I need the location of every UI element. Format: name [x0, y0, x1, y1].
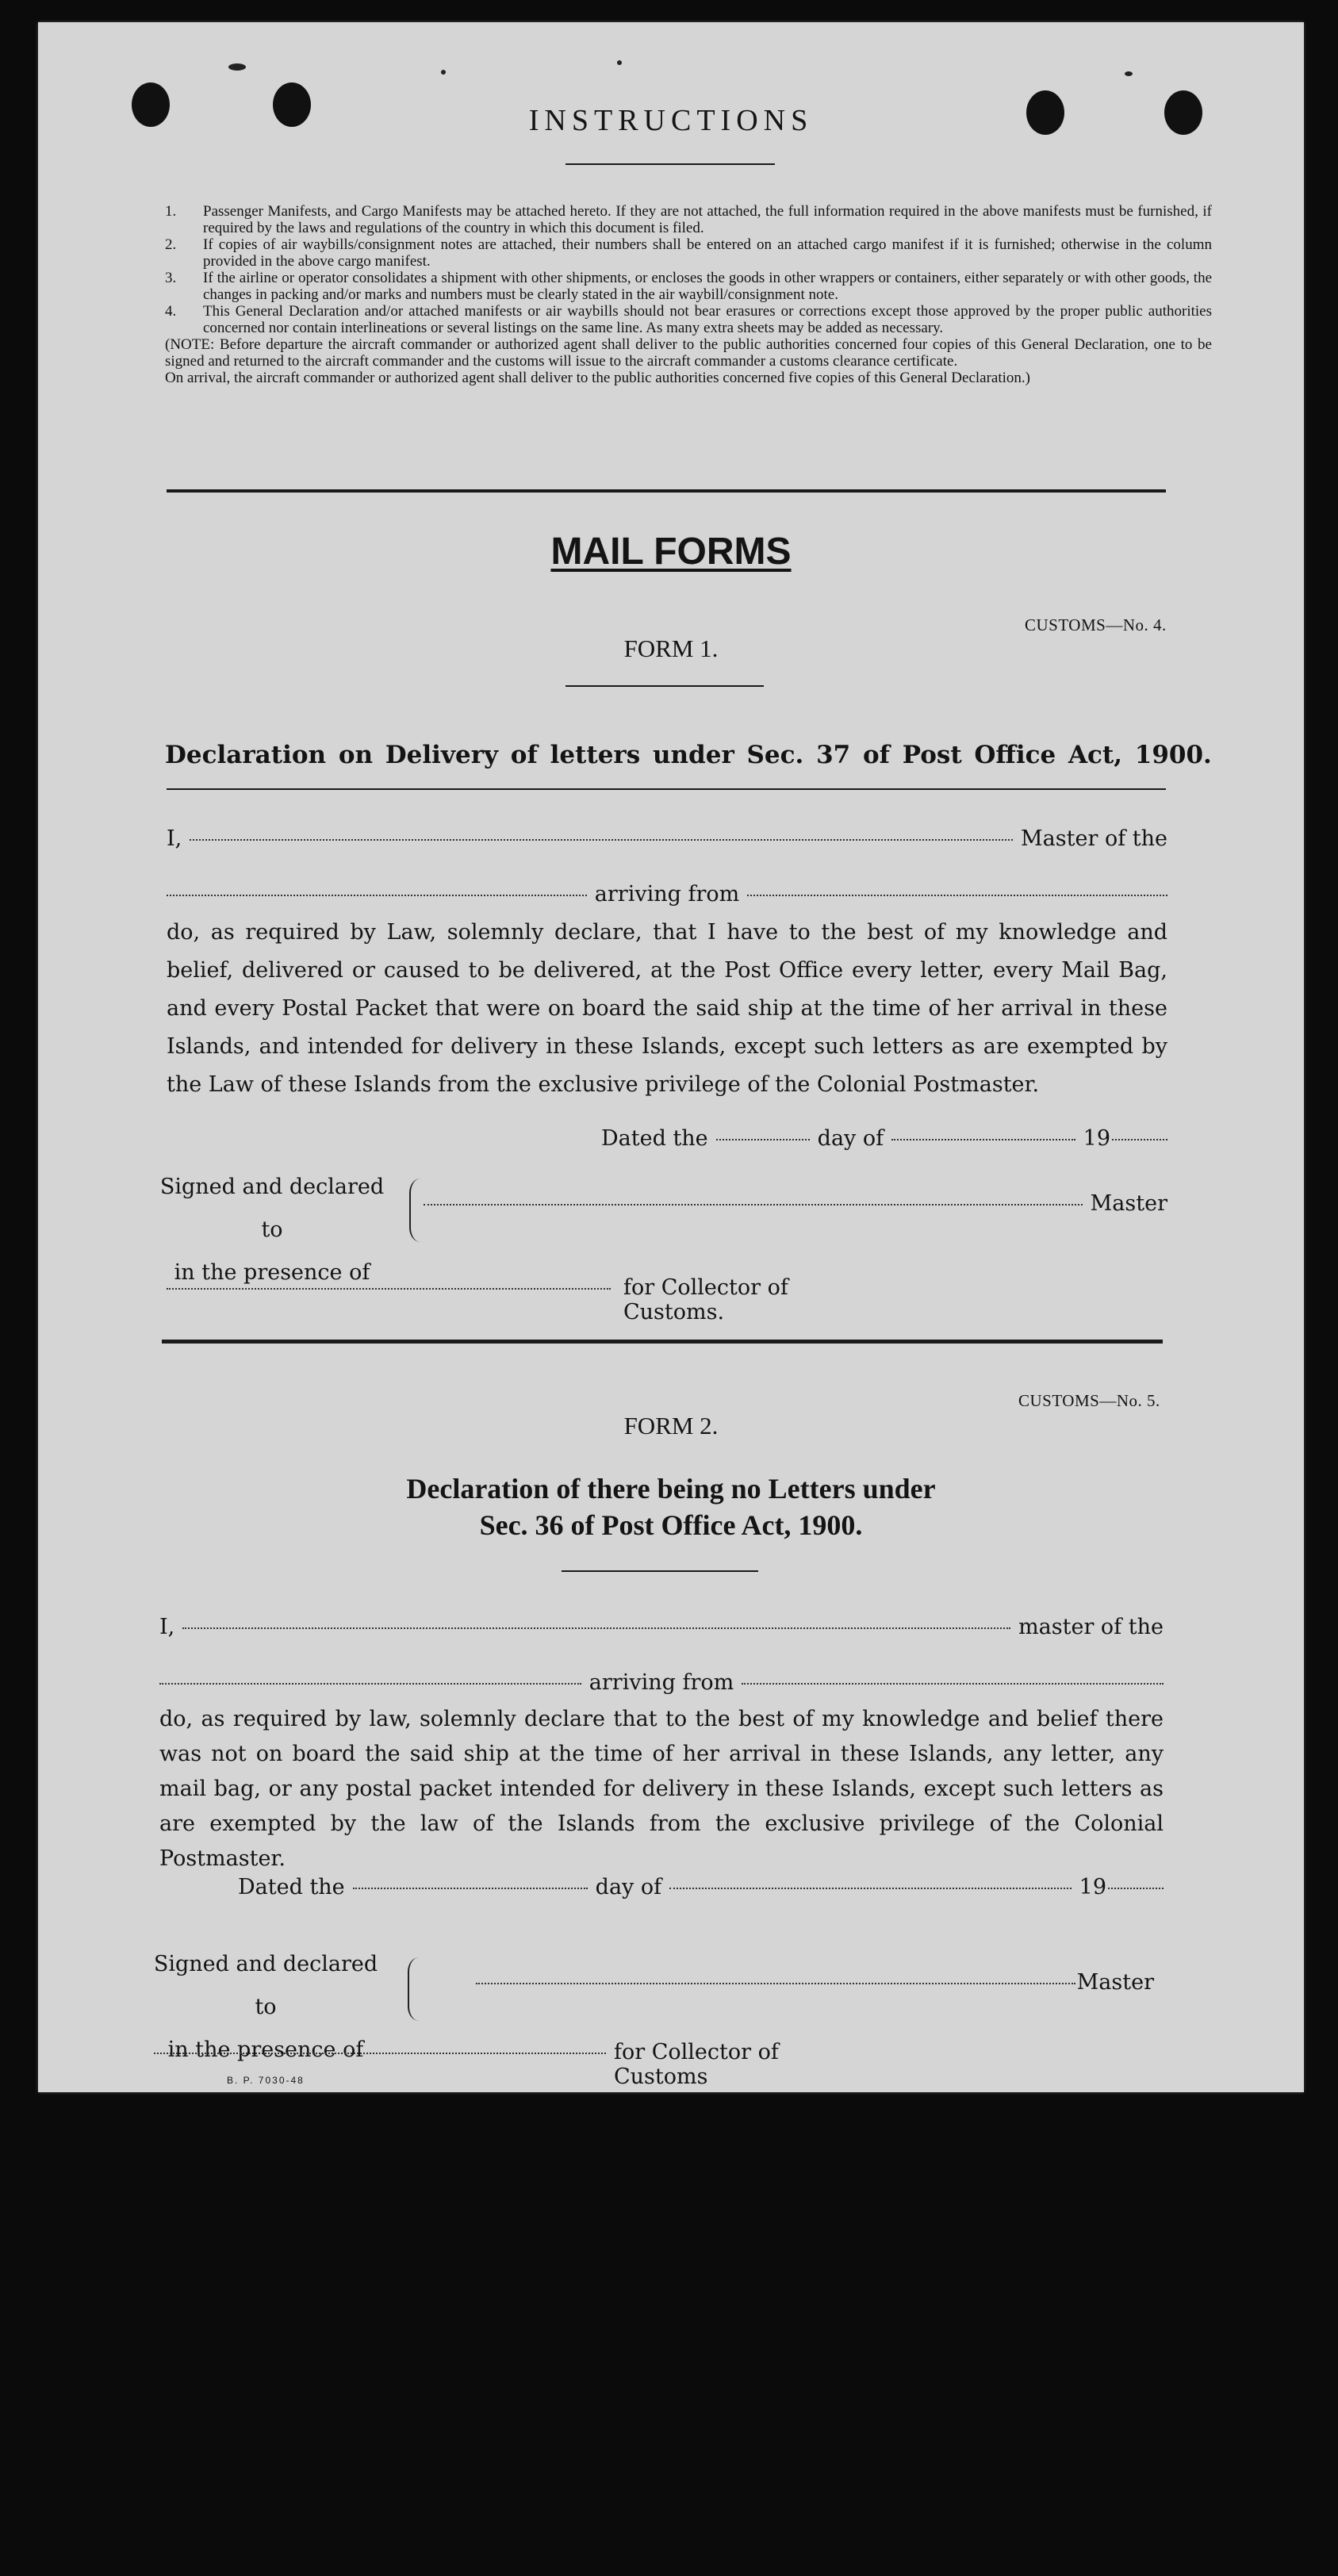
form2-dated-line: Dated the day of 19 — [238, 1875, 1164, 1899]
form1-label-rule — [565, 685, 764, 687]
form1-year-field[interactable] — [1112, 1139, 1167, 1140]
form2-customs-number: CUSTOMS—No. 5. — [1018, 1391, 1160, 1410]
form1-collector-line: for Collector of Customs. — [167, 1275, 880, 1324]
form1-label: FORM 1. — [623, 634, 719, 662]
form1-collector-field[interactable] — [167, 1288, 611, 1290]
dust-speck — [617, 60, 622, 65]
form2-master-line: I, master of the — [159, 1615, 1164, 1639]
form2-arriving-line: arriving from — [159, 1670, 1164, 1695]
instructions-note-arrival: On arrival, the aircraft commander or authorized agent shall deliver to the public authorities concerned five copies of this General Declaration.) — [165, 370, 1030, 386]
instruction-item: 2. If copies of air waybills/consignment notes are attached, their numbers shall be entered on an attached cargo manifest if it is furnished; otherwise in the column provided in the above cargo manifest. — [165, 236, 1212, 270]
section-divider — [167, 489, 1166, 493]
form2-master-signature-field[interactable] — [476, 1983, 1075, 1984]
form2-declaration-title: Declaration of there being no Letters under Sec. 36 of Post Office Act, 1900. — [406, 1473, 936, 1541]
dust-speck — [1125, 71, 1133, 76]
form1-master-signature-field[interactable] — [424, 1204, 1083, 1206]
form1-declaration-title: Declaration on Delivery of letters under Sec. 37 of Post Office Act, 1900. — [165, 741, 1212, 769]
form1-signature-brace — [409, 1179, 422, 1242]
form1-date-field[interactable] — [716, 1139, 810, 1140]
mail-forms-title: MAIL FORMS — [550, 531, 792, 573]
form2-signature-brace — [408, 1957, 420, 2021]
form1-arriving-line: arriving from — [167, 882, 1167, 907]
instruction-item: 3. If the airline or operator consolidates a shipment with other shipments, or encloses the goods in other wrappers or containers, either separately or with other goods, the changes in packing and/or marks and numbers must be clearly stated in the air waybill/consignment note. — [165, 270, 1212, 303]
instructions-title-rule — [565, 163, 775, 165]
instructions-note: (NOTE: Before departure the aircraft commander or authorized agent shall deliver to the public authorities concerned four copies of this General Declaration, one to be signed and returned to the aircraft commander and the customs will issue to the aircraft commander a customs clearance certificate. — [165, 336, 1212, 370]
form1-origin-field[interactable] — [747, 895, 1167, 896]
instructions-list — [165, 203, 1212, 386]
form2-collector-field[interactable] — [154, 2053, 606, 2054]
form2-year-field[interactable] — [1108, 1888, 1164, 1889]
form1-declaration-body: do, as required by Law, solemnly declare, that I have to the best of my knowledge and belief, delivered or caused to be delivered, at the Post Office every letter, every Mail Bag, and every Postal Packet that were on board the said ship at the time of her arrival in these Islands, and intended for delivery in these Islands, except such letters as are exempted by the Law of these Islands from the exclusive privilege of the Colonial Postmaster. — [167, 920, 1167, 1097]
form-divider — [162, 1340, 1163, 1344]
form2-label: FORM 2. — [623, 1412, 719, 1439]
form1-declaration-rule — [167, 788, 1166, 790]
form2-collector-line: for Collector of Customs — [154, 2040, 868, 2089]
form2-master-signature-line: Master — [476, 1970, 1154, 1995]
form2-name-field[interactable] — [182, 1627, 1010, 1629]
form1-dated-line: Dated the day of 19 — [601, 1126, 1167, 1151]
printer-code: B. P. 7030-48 — [227, 2075, 305, 2086]
form2-ship-field[interactable] — [159, 1683, 581, 1685]
form1-master-signature-line: Master — [424, 1191, 1167, 1216]
form2-origin-field[interactable] — [742, 1683, 1164, 1685]
form2-declaration-rule — [562, 1570, 758, 1572]
form2-month-field[interactable] — [669, 1888, 1072, 1889]
form2-signed-label: Signed and declared to in the presence of — [153, 1952, 378, 2062]
form2-date-field[interactable] — [353, 1888, 588, 1889]
instruction-item: 4. This General Declaration and/or attached manifests or air waybills should not bear erasures or corrections except those approved by the proper public authorities concerned nor contain interlineations or several listings on the same line. As many extra sheets may be added as necessary. — [165, 303, 1212, 336]
instructions-title: INSTRUCTIONS — [528, 104, 814, 137]
form1-signed-label: Signed and declared to in the presence of — [159, 1175, 385, 1285]
form1-ship-field[interactable] — [167, 895, 587, 896]
form1-customs-number: CUSTOMS—No. 4. — [1025, 615, 1167, 634]
form1-name-field[interactable] — [190, 839, 1013, 841]
dust-speck — [441, 70, 446, 75]
form1-master-line: I, Master of the — [167, 826, 1167, 851]
document-page — [38, 22, 1304, 2092]
dust-speck — [228, 63, 246, 71]
form1-month-field[interactable] — [891, 1139, 1075, 1140]
instruction-item: 1. Passenger Manifests, and Cargo Manifests may be attached hereto. If they are not attached, the full information required in the above manifests must be furnished, if required by the laws and regulations of the country in which this document is filed. — [165, 203, 1212, 236]
form2-declaration-body: do, as required by law, solemnly declare that to the best of my knowledge and belief there was not on board the said ship at the time of her arrival in these Islands, any letter, any mail bag, or any postal packet intended for delivery in these Islands, except such letters as are exempted by the law of the Islands from the exclusive privilege of the Colonial Postmaster. — [159, 1707, 1164, 1871]
